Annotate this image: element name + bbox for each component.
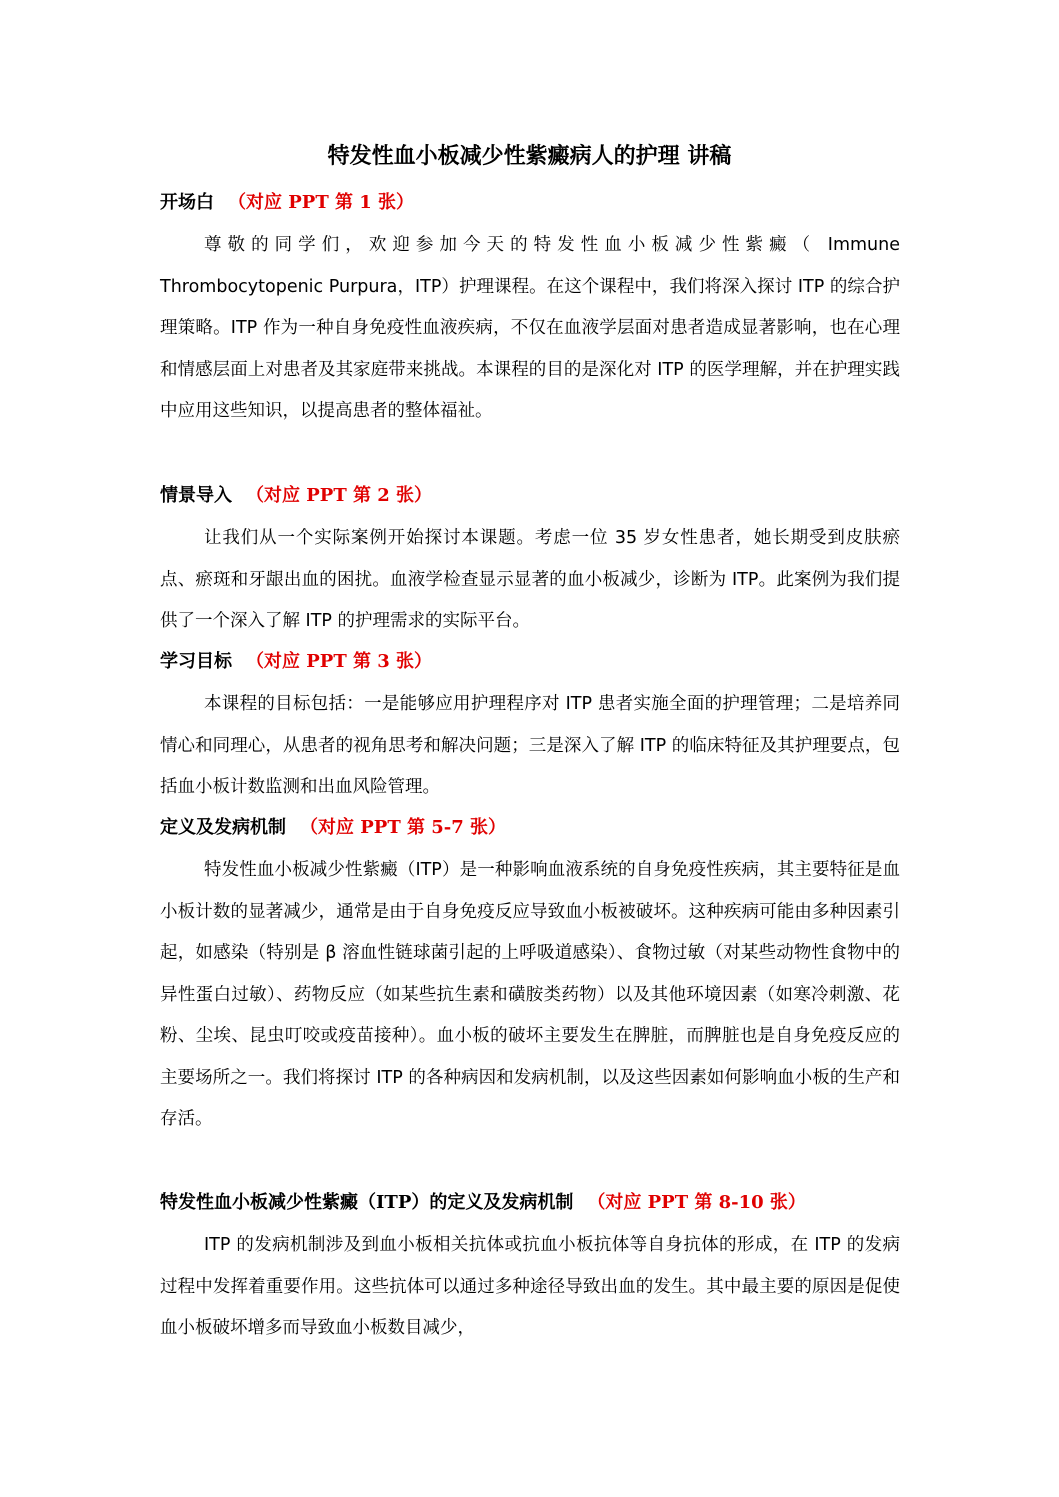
heading-text: 学习目标 — [160, 651, 232, 672]
section-heading — [160, 1188, 900, 1218]
section-heading — [160, 188, 900, 218]
section-paragraph: 本课程的目标包括：一是能够应用护理程序对 ITP 患者实施全面的护理管理；二是培养同情心和同理心，从患者的视角思考和解决问题；三是深入了解 ITP 的临床特征及其护理要点，包括血小板计数监测和出血风险管理。 — [160, 694, 900, 797]
heading-text: 开场白 — [160, 192, 214, 213]
section-objectives — [160, 647, 900, 809]
ppt-reference: （对应 PPT 第 5-7 张） — [300, 817, 507, 838]
section-heading — [160, 481, 900, 511]
section-itp-mechanism — [160, 1188, 900, 1350]
ppt-reference: （对应 PPT 第 1 张） — [228, 192, 415, 213]
section-paragraph: 尊敬的同学们，欢迎参加今天的特发性血小板减少性紫癜（ Immune Thrombocytopenic Purpura，ITP）护理课程。在这个课程中，我们将深入探讨 ITP 的综合护理策略。ITP 作为一种自身免疫性血液疾病，不仅在血液学层面对患者造成显著影响，也在心理和情感层面上对患者及其家庭带来挑战。本课程的目的是深化对 ITP 的医学理解，并在护理实践中应用这些知识，以提高患者的整体福祉。 — [160, 235, 900, 421]
section-paragraph: 让我们从一个实际案例开始探讨本课题。考虑一位 35 岁女性患者，她长期受到皮肤瘀点、瘀斑和牙龈出血的困扰。血液学检查显示显著的血小板减少，诊断为 ITP。此案例为我们提供了一个深入了解 ITP 的护理需求的实际平台。 — [160, 528, 900, 631]
section-paragraph: 特发性血小板减少性紫癜（ITP）是一种影响血液系统的自身免疫性疾病，其主要特征是血小板计数的显著减少，通常是由于自身免疫反应导致血小板被破坏。这种疾病可能由多种因素引起，如感染（特别是 β 溶血性链球菌引起的上呼吸道感染）、食物过敏（对某些动物性食物中的异性蛋白过敏）、药物反应（如某些抗生素和磺胺类药物）以及其他环境因素（如寒冷刺激、花粉、尘埃、昆虫叮咬或疫苗接种）。血小板的破坏主要发生在脾脏，而脾脏也是自身免疫反应的主要场所之一。我们将探讨 ITP 的各种病因和发病机制，以及这些因素如何影响血小板的生产和存活。 — [160, 860, 900, 1129]
heading-text: 特发性血小板减少性紫癜（ITP）的定义及发病机制 — [160, 1192, 574, 1213]
ppt-reference: （对应 PPT 第 3 张） — [246, 651, 433, 672]
heading-text: 定义及发病机制 — [160, 817, 286, 838]
ppt-reference: （对应 PPT 第 8-10 张） — [587, 1192, 806, 1213]
document-title: 特发性血小板减少性紫癜病人的护理 讲稿 — [327, 143, 732, 169]
section-definition — [160, 813, 900, 1141]
ppt-reference: （对应 PPT 第 2 张） — [246, 485, 433, 506]
section-scenario — [160, 481, 900, 643]
section-heading — [160, 647, 900, 677]
section-paragraph: ITP 的发病机制涉及到血小板相关抗体或抗血小板抗体等自身抗体的形成，在 ITP 的发病过程中发挥着重要作用。这些抗体可以通过多种途径导致出血的发生。其中最主要的原因是促使血小板破坏增多而导致血小板数目减少， — [160, 1235, 900, 1338]
heading-text: 情景导入 — [160, 485, 232, 506]
section-heading — [160, 813, 900, 843]
section-opening — [160, 188, 900, 433]
